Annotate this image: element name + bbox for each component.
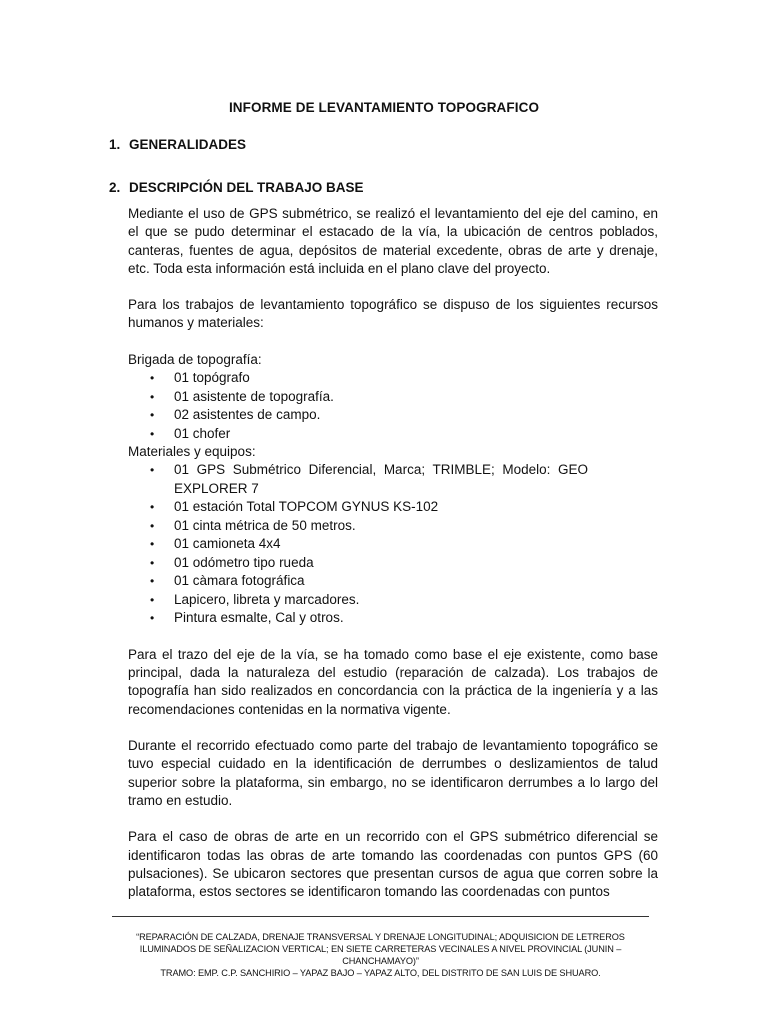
- list-item: • 01 camioneta 4x4: [128, 535, 658, 554]
- bullet-icon: •: [150, 408, 155, 423]
- list-item: • 01 GPS Submétrico Diferencial, Marca; TRIMBLE; Modelo: GEO EXPLORER 7: [150, 462, 588, 496]
- section-heading-generalidades: [109, 137, 246, 152]
- document-title: INFORME DE LEVANTAMIENTO TOPOGRAFICO: [228, 100, 540, 115]
- footer-divider: [112, 916, 649, 917]
- paragraph-recorrido: Durante el recorrido efectuado como parte del trabajo de levantamiento topográfico se tuvo especial cuidado en la identificación de derrumbes o deslizamientos de talud superior sobre la plataforma, sin embargo, no se identificaron derrumbes a lo largo del tramo en estudio.: [128, 738, 658, 808]
- list-item: • 01 estación Total TOPCOM GYNUS KS-102: [128, 498, 658, 517]
- footer-project-name: “REPARACIÓN DE CALZADA, DRENAJE TRANSVERSAL Y DRENAJE LONGITUDINAL; ADQUISICION DE LETREROS ILUMINADOS DE SEÑALIZACION VERTICAL; EN SIETE CARRETERAS VECINALES A NIVEL PROVINCIAL (JUNIN – CHANCHAMAYO)”: [136, 932, 625, 966]
- section-title: GENERALIDADES: [129, 137, 247, 152]
- paragraph-obras-arte: Para el caso de obras de arte en un recorrido con el GPS submétrico diferencial se identificaron todas las obras de arte tomando las coordenadas con puntos GPS (60 pulsaciones). Se ubicaron sectores que presentan cursos de agua que corren sobre la plataforma, estos sectores se identificaron tomando las coordenadas con puntos: [128, 829, 658, 900]
- bullet-icon: •: [150, 611, 155, 626]
- list-item: • 01 càmara fotográfica: [128, 572, 658, 591]
- list-item: • 01 odómetro tipo rueda: [128, 554, 658, 573]
- materiales-label: Materiales y equipos:: [128, 444, 256, 460]
- list-item: • 02 asistentes de campo.: [128, 406, 658, 425]
- bullet-icon: •: [150, 555, 155, 570]
- bullet-icon: •: [150, 500, 155, 515]
- list-item: • 01 chofer: [128, 425, 658, 444]
- section-number: 2.: [109, 180, 121, 195]
- section-title: DESCRIPCIÓN DEL TRABAJO BASE: [129, 180, 364, 195]
- paragraph-trazo-eje: Para el trazo del eje de la vía, se ha tomado como base el eje existente, como base principal, dada la naturaleza del estudio (reparación de calzada). Los trabajos de topografía han sido realizados en concordancia con la práctica de la ingeniería y a las recomendaciones contenidas en la normativa vigente.: [128, 646, 658, 717]
- bullet-icon: •: [150, 389, 155, 404]
- list-item: • 01 asistente de topografía.: [128, 388, 658, 407]
- page-footer: [112, 931, 649, 979]
- materiales-list: [128, 461, 658, 628]
- list-item: • 01 cinta métrica de 50 metros.: [128, 517, 658, 536]
- bullet-icon: •: [150, 592, 155, 607]
- paragraph-gps-intro: Mediante el uso de GPS submétrico, se realizó el levantamiento del eje del camino, en el que se pudo determinar el estacado de la vía, la ubicación de centros poblados, canteras, fuentes de agua, depósitos de material excedente, obras de arte y drenaje, etc. Toda esta información está incluida en el plano clave del proyecto.: [128, 206, 658, 276]
- bullet-icon: •: [150, 426, 155, 441]
- bullet-icon: •: [150, 463, 155, 478]
- section-heading-descripcion: [109, 180, 364, 195]
- bullet-icon: •: [150, 537, 155, 552]
- brigada-label: Brigada de topografía:: [128, 351, 262, 367]
- brigada-list: [128, 369, 658, 443]
- list-item: • 01 topógrafo: [128, 369, 658, 388]
- list-item: • Pintura esmalte, Cal y otros.: [128, 609, 658, 628]
- paragraph-recursos: Para los trabajos de levantamiento topográfico se dispuso de los siguientes recursos humanos y materiales:: [128, 297, 658, 331]
- list-item: • Lapicero, libreta y marcadores.: [128, 591, 658, 610]
- section-body: [128, 205, 658, 919]
- section-number: 1.: [109, 137, 121, 152]
- bullet-icon: •: [150, 574, 155, 589]
- bullet-icon: •: [150, 371, 155, 386]
- footer-tramo: TRAMO: EMP. C.P. SANCHIRIO – YAPAZ BAJO – YAPAZ ALTO, DEL DISTRITO DE SAN LUIS DE SHUARO.: [160, 968, 601, 978]
- bullet-icon: •: [150, 518, 155, 533]
